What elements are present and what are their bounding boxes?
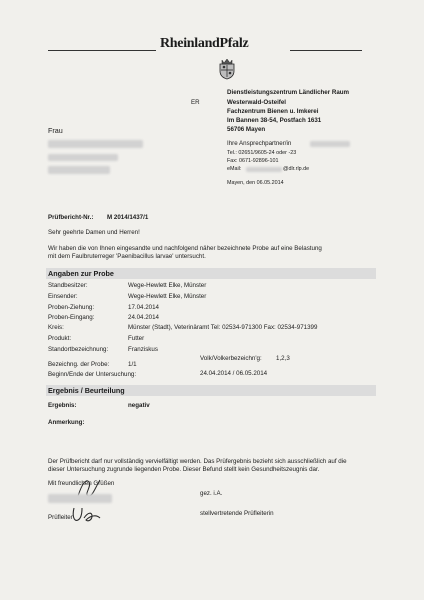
letterhead-rule-left	[48, 50, 156, 51]
result-heading: Ergebnis / Beurteilung	[48, 386, 125, 395]
sample-row-value: Franziskus	[128, 346, 158, 353]
sample-row-label: Proben-Ziehung:	[48, 304, 95, 311]
bezeichnung-value: 1/1	[128, 361, 137, 368]
ergebnis-label: Ergebnis:	[48, 402, 77, 409]
sample-row-label: Proben-Eingang:	[48, 314, 95, 321]
sample-row-value: Wege-Hewlett Elke, Münster	[128, 282, 207, 289]
sender-address: Im Bannen 38-54, Postfach 1631	[227, 117, 322, 124]
report-number-value: M 2014/1437/1	[107, 214, 149, 221]
anmerkung-label: Anmerkung:	[48, 419, 85, 426]
sample-row-value: Futter	[128, 335, 145, 342]
sample-row-value: Wege-Hewlett Elke, Münster	[128, 293, 207, 300]
contact-fax: Fax: 0671-92896-101	[227, 158, 279, 164]
redacted-email-user	[246, 167, 282, 172]
intro-line-1: Wir haben die von Ihnen eingesandte und nachfolgend näher bezeichnete Probe auf eine Belastung	[48, 245, 322, 252]
letterhead-state-name: RheinlandPfalz	[160, 36, 249, 51]
volk-label: Volk/Volkerbezeichn'g:	[200, 355, 262, 362]
sample-row-label: Standbesitzer:	[48, 282, 88, 289]
sender-city: 56706 Mayen	[227, 126, 266, 133]
redacted-contact-name	[310, 141, 350, 147]
dates-label: Beginn/Ende der Untersuchung:	[48, 371, 137, 378]
redacted-recipient-city	[48, 166, 110, 174]
sample-row-value: 24.04.2014	[128, 314, 159, 321]
pruefer-label: Prüfleiter	[48, 514, 73, 521]
sample-row-label: Einsender:	[48, 293, 78, 300]
sender-org-line1: Dienstleistungszentrum Ländlicher Raum	[227, 89, 350, 96]
letter-date: Mayen, den 06.05.2014	[227, 180, 284, 186]
stellvertretende-prueferin: stellvertretende Prüfleiterin	[200, 510, 274, 517]
footer-note-line-2: dieser Untersuchung zugrunde liegenden Probe. Dieser Befund stellt kein Gesundheitszeugnis dar.	[48, 466, 320, 473]
contact-email-label: eMail:	[227, 166, 242, 172]
volk-value: 1,2,3	[276, 355, 290, 362]
handwritten-signature	[70, 504, 104, 526]
sample-row-label: Standortbezeichnung:	[48, 346, 109, 353]
contact-email-domain: @dlr.rlp.de	[283, 166, 310, 172]
sender-org-line3: Fachzentrum Bienen u. Imkerei	[227, 108, 319, 115]
intro-line-2: mit dem Faulbruterreger 'Paenibacillus larvae' untersucht.	[48, 253, 206, 260]
contact-tel: Tel.: 02651/9605-24 oder -23	[227, 150, 297, 156]
report-number-label: Prüfbericht-Nr.:	[48, 214, 94, 221]
footer-note-line-1: Der Prüfbericht darf nur vollständig vervielfältigt werden. Das Prüfergebnis bezieht sich ausschließlich auf die	[48, 458, 347, 465]
sample-row-label: Produkt:	[48, 335, 72, 342]
letterhead-rule-right	[290, 50, 362, 51]
dates-value: 24.04.2014 / 06.05.2014	[200, 370, 268, 377]
greeting: Sehr geehrte Damen und Herren!	[48, 229, 140, 236]
sender-org-line2: Westerwald-Osteifel	[227, 99, 287, 106]
recipient-salutation: Frau	[48, 126, 63, 135]
contact-label: Ihre Ansprechpartner/in	[227, 140, 292, 147]
sample-row-value: Münster (Stadt), Veterinäramt Tel: 02534-971300 Fax: 02534-971399	[128, 324, 318, 331]
closing-greeting: Mit freundlichen Grüßen	[48, 480, 115, 487]
ergebnis-value: negativ	[128, 402, 150, 409]
gez-ia: gez. i.A.	[200, 490, 223, 497]
sample-row-value: 17.04.2014	[128, 304, 159, 311]
redacted-recipient-street	[48, 154, 118, 161]
sample-row-label: Kreis:	[48, 324, 64, 331]
bezeichnung-label: Bezeichng. der Probe:	[48, 361, 110, 368]
er-mark: ER	[191, 99, 200, 106]
coat-of-arms-logo	[218, 58, 236, 80]
redacted-recipient-name	[48, 140, 143, 148]
sample-heading: Angaben zur Probe	[48, 269, 114, 278]
redacted-signer-name	[48, 494, 112, 503]
